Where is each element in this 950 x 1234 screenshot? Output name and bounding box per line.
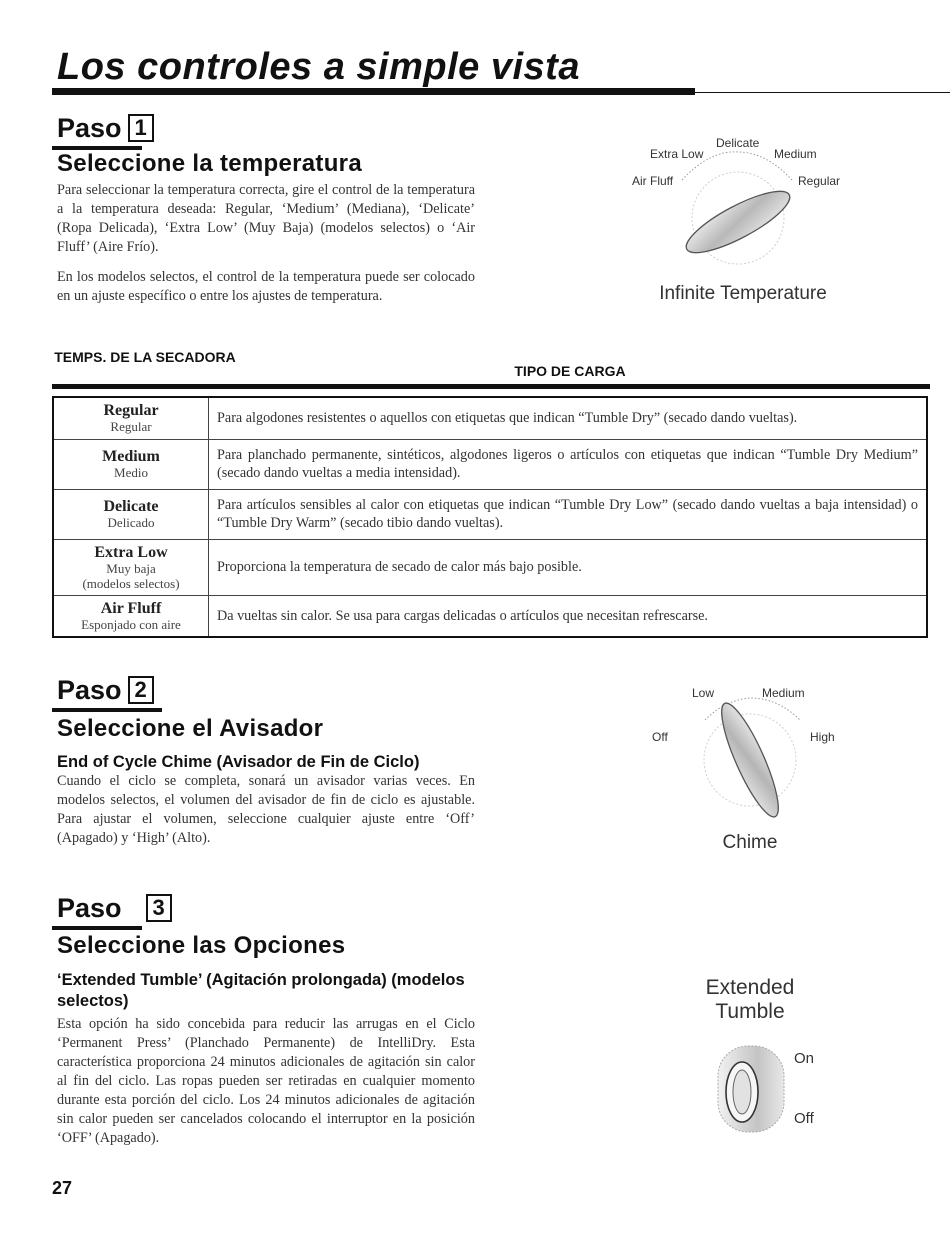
step3-underline	[52, 926, 142, 930]
temp-name: Medium	[102, 448, 160, 465]
chime-label-high: High	[810, 730, 835, 744]
temp-cell	[53, 539, 209, 595]
toggle-switch-icon	[708, 1040, 798, 1140]
chime-label-off: Off	[652, 730, 668, 744]
table-row	[53, 439, 927, 489]
step2-number-box: 2	[128, 676, 154, 704]
chime-dial-icon	[650, 680, 850, 830]
table-top-rule	[52, 384, 930, 389]
page-title: Los controles a simple vista	[57, 46, 580, 88]
extended-tumble-title-line1: Extended	[705, 976, 795, 999]
switch-label-on: On	[794, 1050, 815, 1067]
table-row	[53, 595, 927, 637]
dial-label-regular: Regular	[798, 174, 841, 188]
dial-label-extra-low: Extra Low	[650, 147, 704, 161]
step2-subheading: End of Cycle Chime (Avisador de Fin de Ciclo)	[57, 753, 420, 771]
step1-paragraph-2: En los modelos selectos, el control de la temperatura puede ser colocado en un ajuste específico o entre los ajustes de temperatura.	[57, 269, 475, 304]
temp-cell	[53, 595, 209, 637]
step2-underline	[52, 708, 162, 712]
temp-name: Extra Low	[94, 543, 168, 561]
chime-dial-caption: Chime	[722, 832, 778, 853]
table-row	[53, 539, 927, 595]
step3-label	[57, 893, 172, 924]
temp-cell	[53, 397, 209, 439]
step2-paragraph: Cuando el ciclo se completa, sonará un avisador varias veces. En modelos selectos, el volumen del avisador de fin de ciclo es ajustable. Para ajustar el volumen, seleccione cualquier ajuste entre ‘Off’ (Apagado) y ‘High’ (Alto).	[57, 773, 475, 846]
temp-translation: Delicado	[107, 515, 155, 530]
step1-paragraph-1: Para seleccionar la temperatura correcta, gire el control de la temperatura a la temperatura deseada: Regular, ‘Medium’ (Mediana), ‘Delicate’ (Ropa Delicada), ‘Extra Low’ (Muy Baja) (modelos selectos) o ‘Air Fluff’ (Aire Frío).	[57, 182, 475, 255]
load-description: Para algodones resistentes o aquellos con etiquetas que indican “Tumble Dry” (secado dando vueltas).	[209, 397, 928, 439]
temp-translation: Regular	[110, 419, 152, 435]
temp-translation: Medio	[114, 465, 148, 480]
title-rule	[52, 88, 695, 95]
temp-name: Air Fluff	[100, 599, 162, 617]
temperature-table	[52, 396, 928, 638]
step3-paragraph: Esta opción ha sido concebida para reducir las arrugas en el Ciclo ‘Permanent Press’ (Planchado Permanente) de IntelliDry. Esta característica proporciona 24 minutos adicionales de agitación sin calor al fin del ciclo. Las ropas pueden ser retiradas en cualquier momento durante esta porción del ciclo. Los 24 minutos adicionales de agitación sin calor pueden ser cancelados colocando el interruptor en la posición ‘OFF’ (Apagado).	[57, 1016, 475, 1146]
step1-label	[57, 113, 154, 144]
step2-heading: Seleccione el Avisador	[57, 715, 324, 742]
extended-tumble-title	[660, 976, 840, 1024]
step2-paso-text: Paso	[57, 675, 122, 705]
table-row	[53, 397, 927, 439]
step3-paso-text: Paso	[57, 893, 122, 923]
table-header-temps: TEMPS. DE LA SECADORA	[54, 349, 236, 365]
switch-label-off: Off	[794, 1110, 814, 1127]
chime-label-medium: Medium	[762, 686, 805, 700]
step1-number-box: 1	[128, 114, 154, 142]
extended-tumble-switch	[708, 1040, 798, 1140]
temperature-dial-caption: Infinite Temperature	[659, 283, 827, 304]
load-description: Para planchado permanente, sintéticos, algodones ligeros o artículos con etiquetas que indican “Tumble Dry Medium” (secado dando vueltas a media intensidad).	[209, 439, 928, 489]
extended-tumble-title-line2: Tumble	[715, 1000, 785, 1023]
load-description: Para artículos sensibles al calor con etiquetas que indican “Tumble Dry Low” (secado dando vueltas a baja intensidad) o “Tumble Dry Warm” (secado tibio dando vueltas).	[209, 489, 928, 539]
chime-dial-graphic	[650, 680, 850, 830]
table-header-load-type: TIPO DE CARGA	[514, 363, 626, 379]
table-row	[53, 489, 927, 539]
step3-heading: Seleccione las Opciones	[57, 932, 346, 959]
dial-label-medium: Medium	[774, 147, 817, 161]
temp-name: Delicate	[103, 498, 159, 515]
temp-cell	[53, 439, 209, 489]
temp-name: Regular	[103, 402, 159, 420]
step2-label	[57, 675, 154, 706]
load-description: Proporciona la temperatura de secado de calor más bajo posible.	[209, 539, 928, 595]
temp-note: (modelos selectos)	[82, 575, 180, 591]
dial-label-delicate: Delicate	[716, 136, 760, 150]
temp-translation: Esponjado con aire	[81, 616, 181, 632]
step3-number-box: 3	[146, 894, 172, 922]
temp-translation: Muy baja	[106, 560, 156, 576]
step1-heading: Seleccione la temperatura	[57, 150, 362, 177]
page-number: 27	[52, 1178, 73, 1198]
step1-paso-text: Paso	[57, 113, 122, 143]
title-rule-extension	[695, 92, 950, 93]
temp-cell	[53, 489, 209, 539]
step3-subheading: ‘Extended Tumble’ (Agitación prolongada) (modelos selectos)	[57, 971, 465, 1010]
load-description: Da vueltas sin calor. Se usa para cargas delicadas o artículos que necesitan refrescarse.	[209, 595, 928, 637]
chime-label-low: Low	[692, 686, 715, 700]
dial-label-air-fluff: Air Fluff	[632, 174, 674, 188]
